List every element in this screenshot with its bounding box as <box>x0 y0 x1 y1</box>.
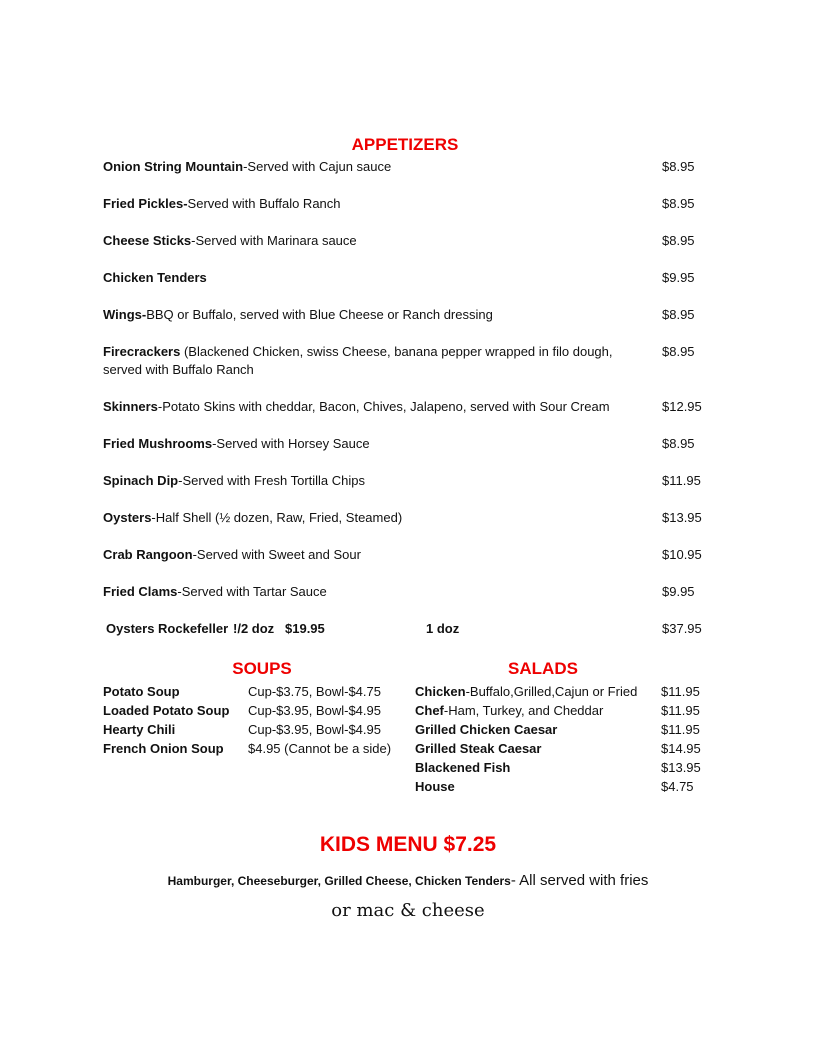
rockefeller-half: !/2 doz <box>233 621 275 636</box>
appetizer-detail: (Blackened Chicken, swiss Cheese, banana pepper wrapped in filo dough, served with Buffalo Ranch <box>103 344 613 377</box>
appetizer-name: Firecrackers <box>103 344 181 359</box>
rockefeller-name: Oysters Rockefeller <box>106 621 229 636</box>
soup-name: Hearty Chili <box>103 722 176 737</box>
soup-name: Potato Soup <box>103 684 180 699</box>
appetizer-detail: -Half Shell (½ dozen, Raw, Fried, Steamed) <box>151 510 403 525</box>
salad-description <box>415 701 603 720</box>
kids-menu-items <box>0 872 816 890</box>
appetizer-price: $10.95 <box>662 547 702 562</box>
appetizer-name: Fried Clams <box>103 584 178 599</box>
appetizer-description <box>103 343 623 379</box>
appetizer-name: Chicken Tenders <box>103 270 207 285</box>
appetizers-heading: APPETIZERS <box>351 135 459 154</box>
salad-price: $13.95 <box>661 760 701 775</box>
appetizer-detail: -Served with Cajun sauce <box>243 159 392 174</box>
salad-detail: -Buffalo,Grilled,Cajun or Fried <box>465 684 638 699</box>
appetizer-description <box>103 306 623 324</box>
appetizer-price: $9.95 <box>662 584 695 599</box>
appetizer-detail: -Served with Tartar Sauce <box>177 584 327 599</box>
appetizer-price: $9.95 <box>662 270 695 285</box>
appetizer-price: $8.95 <box>662 436 695 451</box>
appetizer-price: $11.95 <box>662 473 701 488</box>
soup-price: Cup-$3.95, Bowl-$4.95 <box>248 722 381 737</box>
kids-served-with: - All served with fries <box>510 872 649 889</box>
appetizer-detail: -Served with Horsey Sauce <box>212 436 370 451</box>
salad-description <box>415 682 637 701</box>
appetizer-detail: -Served with Marinara sauce <box>191 233 357 248</box>
salad-name: Grilled Chicken Caesar <box>415 722 558 737</box>
salad-price: $11.95 <box>661 722 700 737</box>
appetizer-detail: Served with Buffalo Ranch <box>187 196 341 211</box>
salad-price: $11.95 <box>661 684 700 699</box>
salad-name: Chicken <box>415 684 466 699</box>
appetizer-name: Onion String Mountain <box>103 159 244 174</box>
appetizer-name: Spinach Dip <box>103 473 179 488</box>
appetizer-detail: -Potato Skins with cheddar, Bacon, Chives, Jalapeno, served with Sour Cream <box>157 399 610 414</box>
appetizer-price: $8.95 <box>662 233 695 248</box>
kids-items-text: Hamburger, Cheeseburger, Grilled Cheese, Chicken Tenders <box>167 874 511 888</box>
appetizer-price: $8.95 <box>662 307 695 322</box>
appetizer-name: Skinners <box>103 399 158 414</box>
appetizer-description <box>103 398 623 416</box>
appetizer-detail: -Served with Sweet and Sour <box>192 547 361 562</box>
appetizer-description <box>103 269 623 287</box>
appetizer-name: Wings- <box>103 307 147 322</box>
salad-price: $14.95 <box>661 741 701 756</box>
salad-description <box>415 739 541 758</box>
soup-name: French Onion Soup <box>103 741 224 756</box>
kids-menu-heading: KIDS MENU $7.25 <box>319 833 497 856</box>
rockefeller-half-price: $19.95 <box>285 621 325 636</box>
appetizer-description <box>103 472 623 490</box>
soups-heading: SOUPS <box>232 659 292 678</box>
soup-price: Cup-$3.75, Bowl-$4.75 <box>248 684 381 699</box>
rockefeller-full-price: $37.95 <box>662 621 702 636</box>
appetizer-description <box>103 232 623 250</box>
appetizer-description <box>103 583 623 601</box>
appetizer-detail: -Served with Fresh Tortilla Chips <box>178 473 366 488</box>
salads-heading: SALADS <box>508 659 578 678</box>
salad-name: Chef <box>415 703 444 718</box>
salad-name: Grilled Steak Caesar <box>415 741 542 756</box>
appetizer-detail: BBQ or Buffalo, served with Blue Cheese or Ranch dressing <box>146 307 493 322</box>
appetizer-price: $8.95 <box>662 196 695 211</box>
salad-description <box>415 777 455 796</box>
soup-price: $4.95 (Cannot be a side) <box>248 741 392 756</box>
appetizer-name: Oysters <box>103 510 152 525</box>
appetizer-name: Fried Pickles- <box>103 196 188 211</box>
salad-name: House <box>415 779 455 794</box>
appetizer-description <box>103 195 623 213</box>
appetizer-name: Fried Mushrooms <box>103 436 213 451</box>
kids-second-line: or mac & cheese <box>331 900 485 921</box>
salad-description <box>415 720 557 739</box>
soup-name: Loaded Potato Soup <box>103 703 230 718</box>
appetizer-description <box>103 546 623 564</box>
rockefeller-full: 1 doz <box>426 621 460 636</box>
appetizer-description <box>103 158 623 176</box>
salad-detail: -Ham, Turkey, and Cheddar <box>443 703 604 718</box>
appetizer-name: Cheese Sticks <box>103 233 192 248</box>
appetizer-description <box>103 509 623 527</box>
salad-price: $11.95 <box>661 703 700 718</box>
salad-description <box>415 758 510 777</box>
appetizer-price: $12.95 <box>662 399 702 414</box>
appetizer-price: $8.95 <box>662 159 695 174</box>
appetizer-price: $13.95 <box>662 510 702 525</box>
appetizer-price: $8.95 <box>662 344 695 359</box>
appetizer-name: Crab Rangoon <box>103 547 193 562</box>
appetizer-description <box>103 435 623 453</box>
salad-name: Blackened Fish <box>415 760 511 775</box>
soup-price: Cup-$3.95, Bowl-$4.95 <box>248 703 381 718</box>
salad-price: $4.75 <box>661 779 694 794</box>
